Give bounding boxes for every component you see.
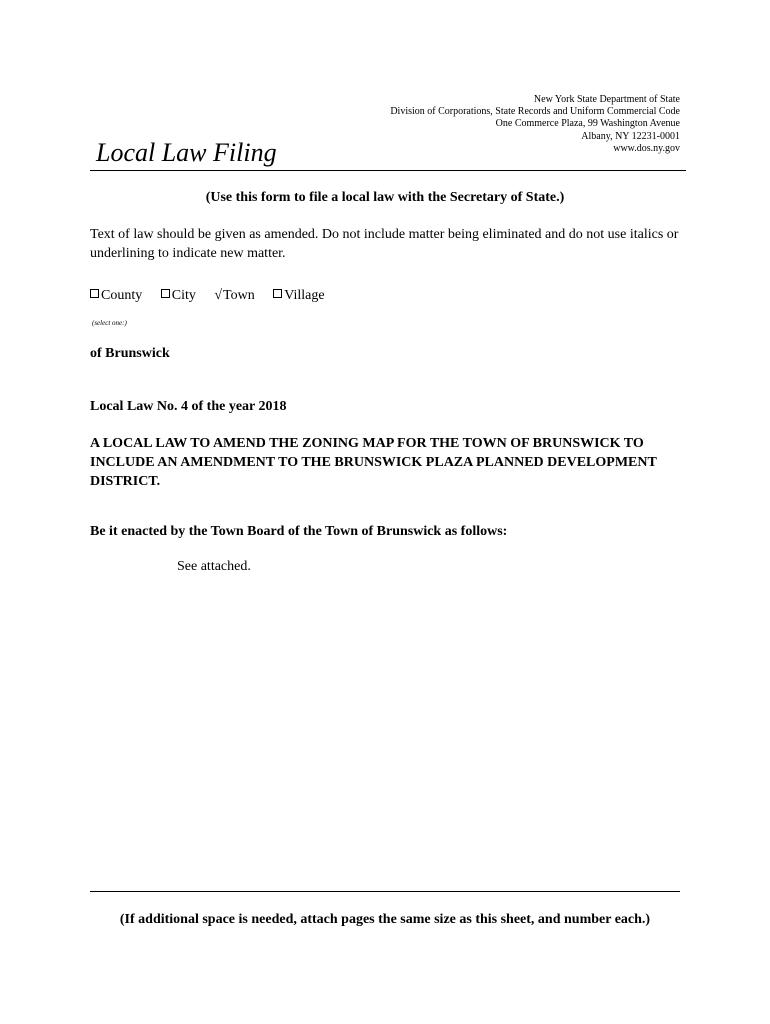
checkmark-icon: √ <box>214 288 223 303</box>
agency-city: Albany, NY 12231-0001 <box>581 130 680 142</box>
municipality-option-label: County <box>101 288 143 303</box>
enactment-clause: Be it enacted by the Town Board of the Town of Brunswick as follows: <box>90 524 508 539</box>
agency-division: Division of Corporations, State Records and Uniform Commercial Code <box>390 106 680 118</box>
checkbox-icon <box>90 289 99 298</box>
checkbox-icon <box>273 289 282 298</box>
municipality-option-county[interactable] <box>90 288 142 304</box>
select-one-hint: (select one:) <box>92 319 127 327</box>
form-title: Local Law Filing <box>96 138 277 167</box>
law-title: A LOCAL LAW TO AMEND THE ZONING MAP FOR THE TOWN OF BRUNSWICK TO INCLUDE AN AMENDMENT TO THE BRUNSWICK PLAZA PLANNED DEVELOPMENT DISTRICT. <box>90 436 657 489</box>
municipality-option-village[interactable] <box>273 288 324 304</box>
agency-address-block <box>390 94 680 155</box>
municipality-type-options <box>90 288 340 304</box>
law-number-line: Local Law No. 4 of the year 2018 <box>90 399 287 414</box>
intro-text: Text of law should be given as amended. Do not include matter being eliminated and do not use italics or underlining to indicate new matter. <box>90 227 679 261</box>
municipality-option-label: Town <box>223 288 255 303</box>
footer-note: (If additional space is needed, attach pages the same size as this sheet, and number each.) <box>119 912 651 927</box>
municipality-option-town[interactable] <box>214 288 254 304</box>
agency-website: www.dos.ny.gov <box>613 142 680 154</box>
municipality-name: of Brunswick <box>90 346 170 361</box>
title-divider <box>90 170 686 171</box>
municipality-option-city[interactable] <box>161 288 196 304</box>
form-instruction: (Use this form to file a local law with the Secretary of State.) <box>205 190 565 205</box>
agency-name: New York State Department of State <box>533 94 680 105</box>
agency-street: One Commerce Plaza, 99 Washington Avenue <box>495 118 680 130</box>
municipality-option-label: Village <box>284 288 325 303</box>
checkbox-icon <box>161 289 170 298</box>
law-body-text: See attached. <box>177 559 251 574</box>
municipality-option-label: City <box>171 288 196 303</box>
footer-divider <box>90 891 680 892</box>
